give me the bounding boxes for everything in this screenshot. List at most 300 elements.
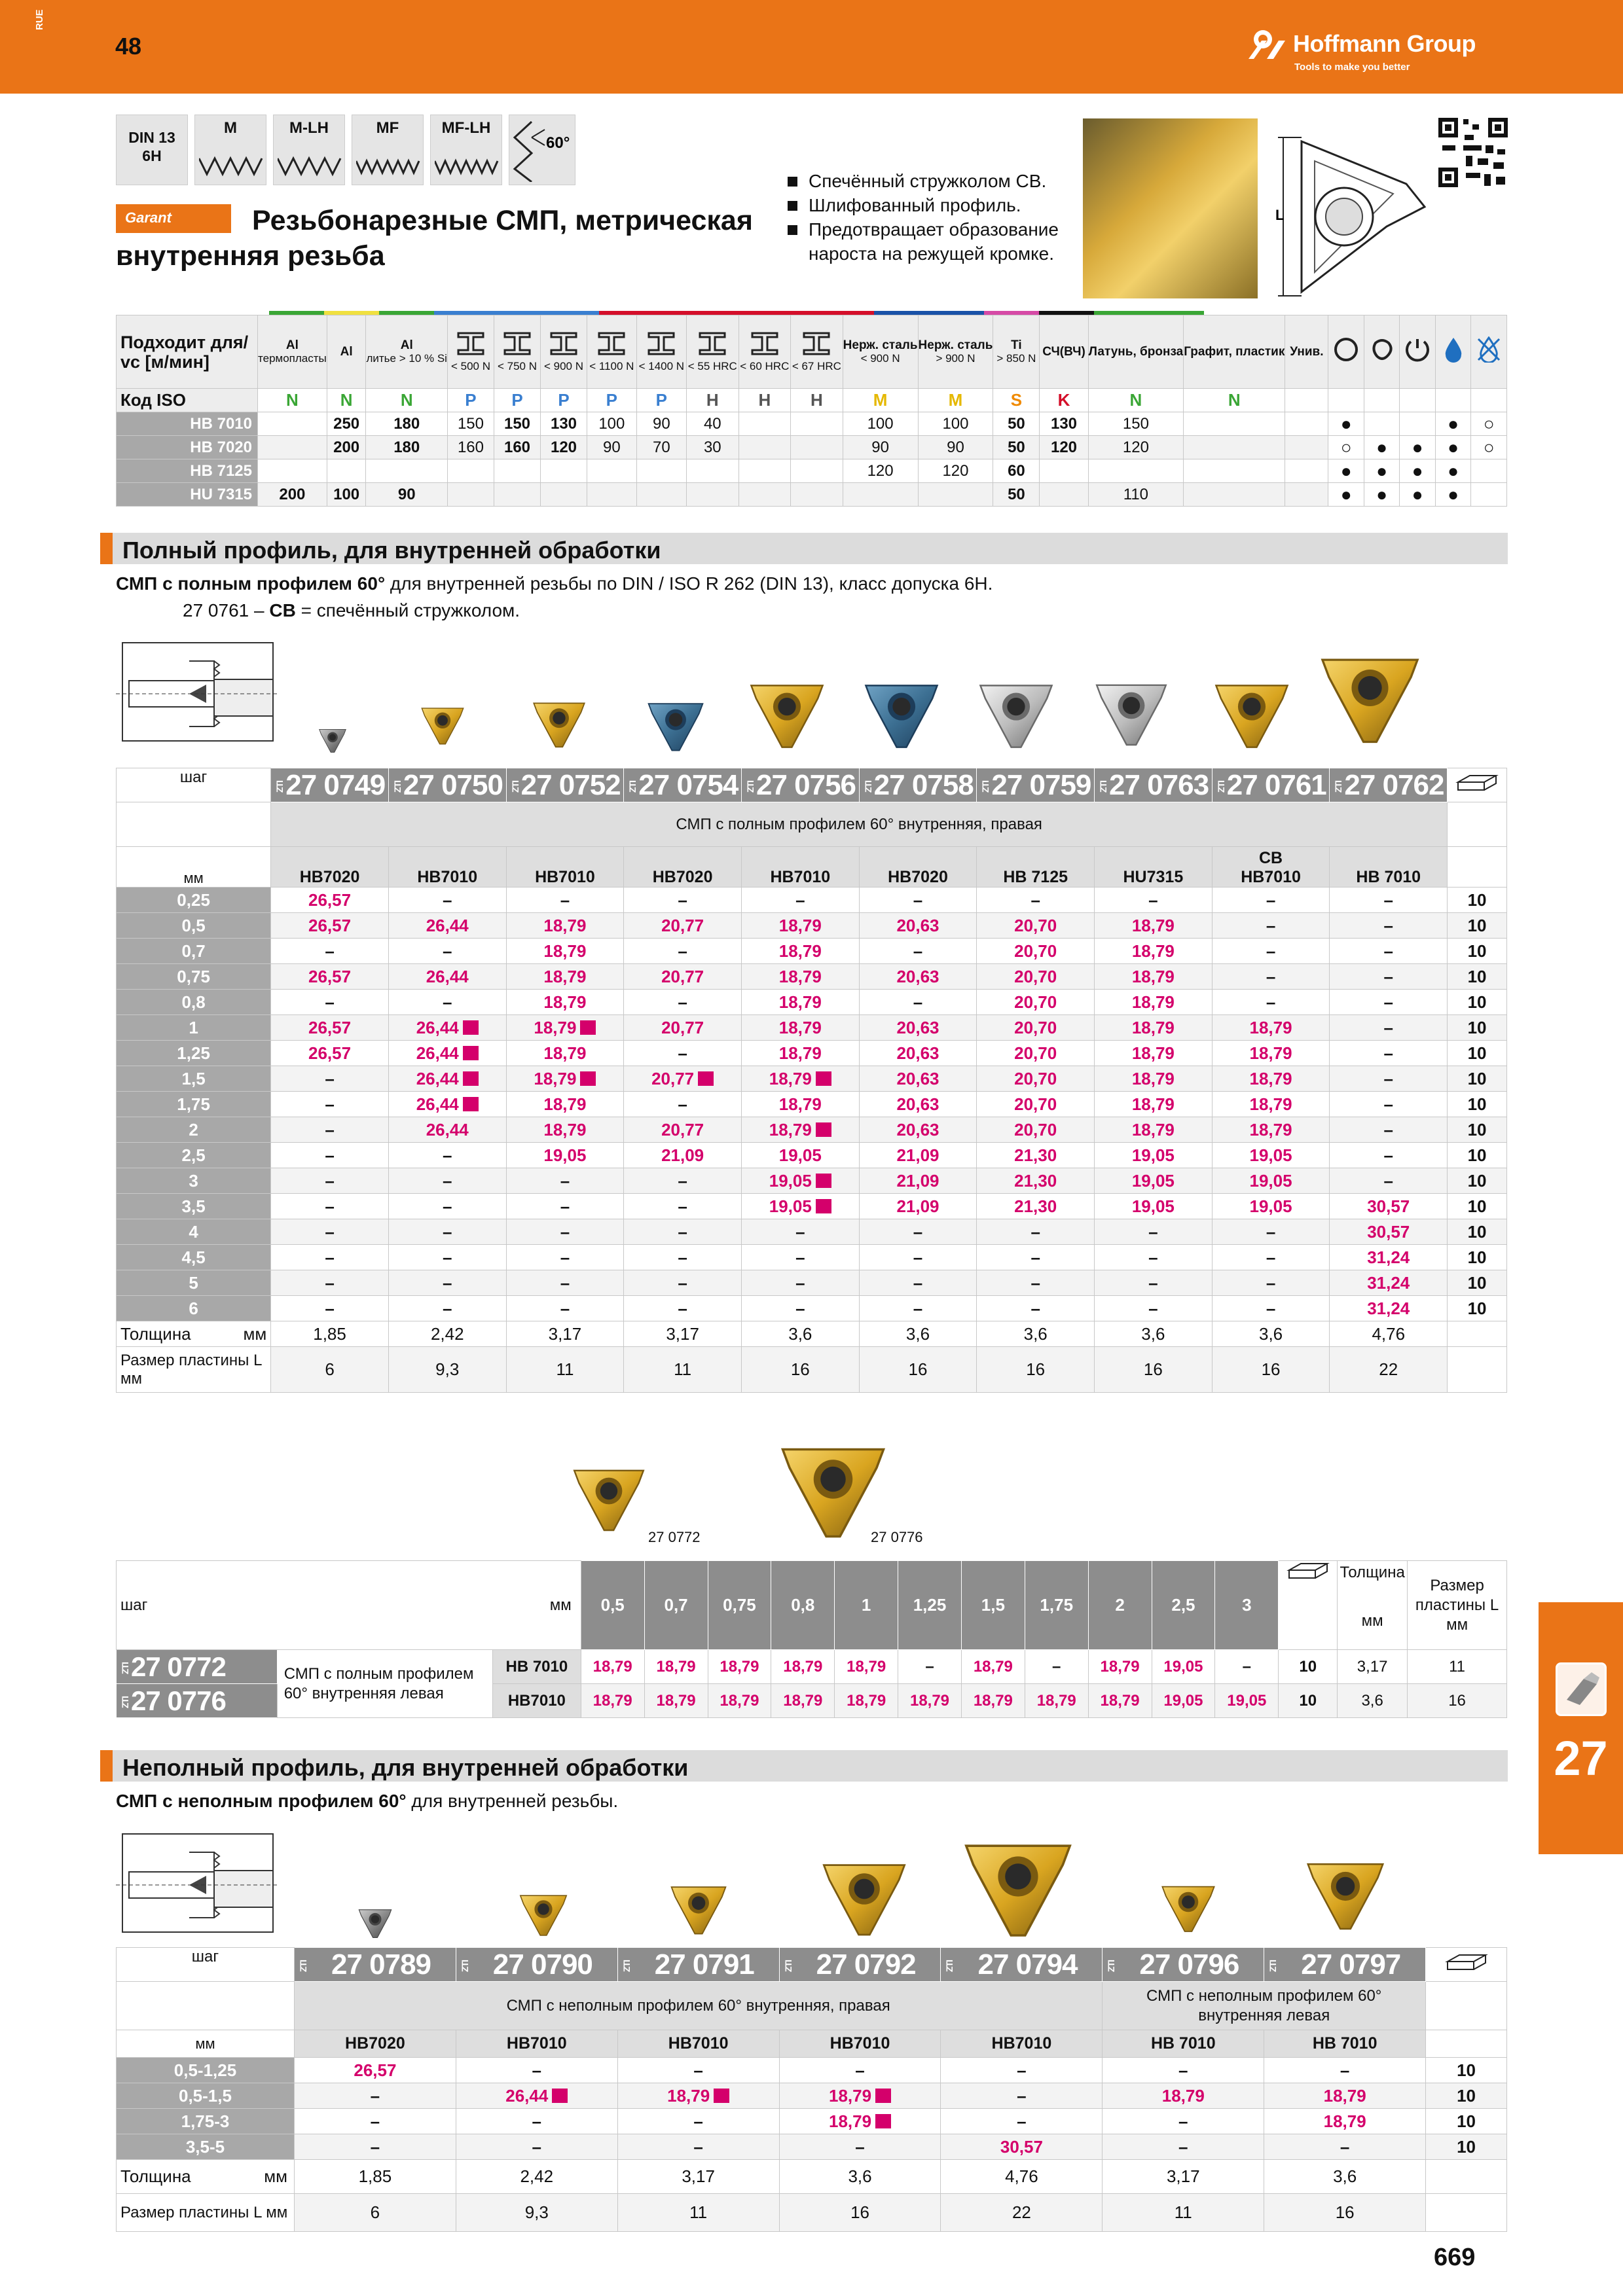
price-cell bbox=[1095, 1194, 1213, 1219]
price-cell bbox=[741, 1015, 859, 1041]
blank-cell bbox=[1448, 1347, 1507, 1393]
price-value: 18,79 bbox=[847, 1691, 886, 1710]
cutting-speed bbox=[258, 412, 327, 436]
price-cell bbox=[1330, 964, 1448, 990]
article-number-header bbox=[117, 1684, 278, 1718]
pitch-row bbox=[117, 1092, 1507, 1117]
iso-code: S bbox=[993, 389, 1040, 412]
no-coolant-icon bbox=[1471, 315, 1507, 389]
step-label: шаг bbox=[117, 1948, 295, 1982]
steel-beam-icon bbox=[456, 331, 486, 357]
thickness-value: 4,76 bbox=[941, 2160, 1103, 2194]
price-value: 18,79 bbox=[847, 1657, 886, 1676]
price-cell bbox=[271, 913, 389, 939]
steel-beam-icon bbox=[541, 331, 587, 360]
price-cell bbox=[859, 1092, 977, 1117]
price-value: 18,79 bbox=[909, 1691, 950, 1710]
cutting-speed bbox=[587, 483, 637, 507]
pack-qty: 10 bbox=[1448, 1219, 1507, 1245]
price-value: 19,05 bbox=[1249, 1170, 1292, 1191]
material-detail: литье > 10 % Si bbox=[366, 351, 447, 365]
price-value: 18,79 bbox=[1131, 1017, 1175, 1037]
price-cell bbox=[624, 1015, 742, 1041]
article-number: 27 0797 bbox=[1301, 1948, 1401, 1981]
full-profile-price-table bbox=[116, 768, 1507, 1393]
iso-label: Код ISO bbox=[117, 389, 258, 412]
price-value: 18,79 bbox=[543, 1094, 587, 1114]
iso-code: M bbox=[843, 389, 918, 412]
price-value: 19,05 bbox=[778, 1145, 822, 1165]
price-value: – bbox=[532, 2060, 542, 2080]
price-value: – bbox=[1266, 941, 1276, 961]
price-value: – bbox=[1030, 1221, 1040, 1242]
pitch-value: 0,25 bbox=[117, 888, 271, 913]
price-value: – bbox=[1266, 1272, 1276, 1293]
blank-cell bbox=[117, 802, 271, 847]
cutting-speed bbox=[1184, 459, 1285, 483]
price-value: – bbox=[370, 2136, 380, 2157]
price-value: 18,79 bbox=[543, 941, 587, 961]
chapter-side-tab[interactable] bbox=[1539, 1602, 1623, 1854]
compressed-air-icon bbox=[1400, 315, 1435, 389]
thickness-text: Толщина bbox=[1340, 1564, 1405, 1581]
price-value: 20,70 bbox=[1014, 915, 1057, 935]
insert-size-value: 6 bbox=[271, 1347, 389, 1393]
price-cell bbox=[617, 2083, 779, 2109]
stock-marker-icon bbox=[463, 1046, 479, 1060]
price-cell bbox=[1095, 1245, 1213, 1270]
price-cell bbox=[624, 939, 742, 964]
thread-profile-icon bbox=[356, 153, 420, 179]
cutting-speed bbox=[1184, 412, 1285, 436]
price-cell bbox=[271, 1092, 389, 1117]
article-prefix: ZTI bbox=[1333, 780, 1344, 793]
price-value: – bbox=[443, 1221, 452, 1242]
price-value: – bbox=[1148, 889, 1158, 910]
pack-qty-icon bbox=[1426, 1948, 1507, 1982]
coolant-suitability-mark: ● bbox=[1435, 412, 1470, 436]
iso-code: H bbox=[687, 389, 739, 412]
coolant-suitability-mark bbox=[1364, 412, 1399, 436]
price-value: 19,05 bbox=[769, 1196, 812, 1216]
material-column-header bbox=[327, 315, 366, 389]
price-value: – bbox=[443, 1247, 452, 1267]
thickness-text: Толщина bbox=[120, 2166, 191, 2186]
price-value: 20,63 bbox=[896, 1119, 939, 1139]
insert-photo bbox=[1159, 1878, 1218, 1937]
cutting-speed bbox=[791, 459, 843, 483]
price-cell bbox=[977, 888, 1095, 913]
cutting-speed: 130 bbox=[541, 412, 587, 436]
material-column-header bbox=[447, 315, 494, 389]
price-value: 18,79 bbox=[1249, 1068, 1292, 1088]
price-value: 19,05 bbox=[1163, 1657, 1203, 1676]
language-tag: RUE bbox=[34, 9, 45, 30]
pitch-row bbox=[117, 1194, 1507, 1219]
price-cell bbox=[506, 1143, 624, 1168]
price-cell bbox=[1095, 1066, 1213, 1092]
price-value: – bbox=[532, 2136, 542, 2157]
price-cell bbox=[624, 1143, 742, 1168]
price-value: 20,70 bbox=[1014, 1017, 1057, 1037]
pack-qty: 10 bbox=[1448, 1066, 1507, 1092]
pitch-value: 4 bbox=[117, 1219, 271, 1245]
price-cell bbox=[506, 1015, 624, 1041]
pitch-value: 2 bbox=[117, 1117, 271, 1143]
price-cell bbox=[977, 1041, 1095, 1066]
section-header-full-profile: Полный профиль, для внутренней обработки bbox=[100, 533, 1508, 564]
pack-qty-icon bbox=[1448, 768, 1507, 802]
insert-size-value: 16 bbox=[1212, 1347, 1330, 1393]
price-cell bbox=[977, 1194, 1095, 1219]
insert-closeup-photo bbox=[1083, 118, 1258, 298]
steel-beam-icon bbox=[646, 331, 676, 357]
price-value: – bbox=[913, 1298, 923, 1318]
article-prefix: ZTI bbox=[297, 1960, 308, 1972]
insert-size-value: 11 bbox=[617, 2194, 779, 2232]
price-cell bbox=[617, 2134, 779, 2160]
grade-name: HB7010 bbox=[1241, 868, 1301, 886]
price-cell bbox=[506, 939, 624, 964]
insert-size-label: Размер пластины L мм bbox=[117, 1347, 271, 1393]
thickness-row bbox=[117, 2160, 1507, 2194]
coolant-suitability-mark: ● bbox=[1400, 436, 1435, 459]
price-value: 20,70 bbox=[1014, 966, 1057, 986]
price-cell bbox=[1330, 888, 1448, 913]
unit-label: мм bbox=[117, 2030, 295, 2058]
grade-header bbox=[1212, 847, 1330, 888]
price-value: 18,79 bbox=[828, 2111, 872, 2131]
price-cell bbox=[1330, 1270, 1448, 1296]
price-cell bbox=[961, 1650, 1025, 1684]
price-cell bbox=[1264, 2134, 1426, 2160]
price-cell bbox=[388, 913, 506, 939]
pitch-value: 1,5 bbox=[117, 1066, 271, 1092]
price-cell bbox=[741, 1066, 859, 1092]
iso-code: P bbox=[587, 389, 637, 412]
thickness-value: 1,85 bbox=[294, 2160, 456, 2194]
price-value: 18,79 bbox=[1249, 1043, 1292, 1063]
thread-profile-icon bbox=[199, 153, 263, 179]
price-cell bbox=[1212, 1092, 1330, 1117]
price-value: 26,44 bbox=[416, 1043, 459, 1063]
price-value: – bbox=[1148, 1221, 1158, 1242]
cutting-speed: 150 bbox=[447, 412, 494, 436]
pitch-header: 0,8 bbox=[771, 1561, 835, 1650]
price-value: – bbox=[913, 1272, 923, 1293]
insert-photo bbox=[818, 1852, 910, 1944]
description-row bbox=[117, 802, 1507, 847]
price-cell bbox=[388, 1015, 506, 1041]
price-cell bbox=[581, 1650, 644, 1684]
cutting-speed bbox=[1285, 483, 1328, 507]
material-column-header bbox=[494, 315, 540, 389]
price-cell bbox=[977, 913, 1095, 939]
cutting-speed: 100 bbox=[918, 412, 993, 436]
pack-qty: 10 bbox=[1448, 1092, 1507, 1117]
price-value: 18,79 bbox=[1131, 992, 1175, 1012]
thickness-label bbox=[117, 2160, 295, 2194]
stock-marker-icon bbox=[463, 1097, 479, 1111]
price-cell bbox=[741, 1245, 859, 1270]
price-value: – bbox=[560, 1272, 570, 1293]
price-cell bbox=[859, 1270, 977, 1296]
article-number-header bbox=[941, 1948, 1103, 1982]
price-value: 20,77 bbox=[661, 966, 704, 986]
price-value: 18,79 bbox=[778, 941, 822, 961]
price-cell bbox=[1212, 1015, 1330, 1041]
pitch-value: 0,8 bbox=[117, 990, 271, 1015]
cutting-speed: 200 bbox=[258, 483, 327, 507]
grade-row bbox=[117, 2030, 1507, 2058]
price-cell bbox=[624, 1270, 742, 1296]
price-cell bbox=[708, 1650, 771, 1684]
price-cell bbox=[1330, 939, 1448, 964]
price-value: 21,30 bbox=[1014, 1170, 1057, 1191]
price-cell bbox=[771, 1684, 835, 1718]
price-value: 18,79 bbox=[720, 1691, 759, 1710]
blank-cell bbox=[1426, 2160, 1507, 2194]
section-header-partial-profile: Неполный профиль, для внутренней обработки bbox=[100, 1750, 1508, 1782]
cutting-speed: 180 bbox=[366, 412, 447, 436]
price-cell bbox=[741, 1296, 859, 1321]
price-cell bbox=[1152, 1684, 1215, 1718]
insert-photo bbox=[746, 674, 828, 755]
price-value: – bbox=[443, 941, 452, 961]
price-value: 20,63 bbox=[896, 966, 939, 986]
coolant-suitability-mark: ● bbox=[1400, 483, 1435, 507]
price-cell bbox=[1330, 1092, 1448, 1117]
steel-beam-icon bbox=[448, 331, 494, 360]
pack-qty: 10 bbox=[1448, 1168, 1507, 1194]
garant-brand-badge: Garant bbox=[116, 204, 231, 233]
grade-row bbox=[117, 436, 1507, 459]
insert-size-value: 11 bbox=[624, 1347, 742, 1393]
insert-photo bbox=[318, 725, 348, 755]
material-name: СЧ(ВЧ) bbox=[1042, 344, 1085, 359]
metric-thread-badge: M bbox=[194, 115, 266, 185]
price-cell bbox=[1103, 2058, 1264, 2083]
price-cell bbox=[1330, 1041, 1448, 1066]
cutting-speed bbox=[1285, 459, 1328, 483]
insert-size-value: 6 bbox=[294, 2194, 456, 2232]
price-cell bbox=[271, 1015, 389, 1041]
pack-qty: 10 bbox=[1426, 2058, 1507, 2083]
pitch-header: 0,7 bbox=[644, 1561, 708, 1650]
cutting-speed bbox=[494, 459, 540, 483]
price-cell bbox=[1095, 1117, 1213, 1143]
price-cell bbox=[741, 1194, 859, 1219]
insert-description: СМП с полным профилем 60° внутренняя левая bbox=[277, 1650, 492, 1718]
cutting-speed bbox=[587, 459, 637, 483]
price-cell bbox=[388, 964, 506, 990]
pitch-value: 3,5 bbox=[117, 1194, 271, 1219]
insert-size-value: 16 bbox=[1408, 1684, 1507, 1718]
cutting-speed: 250 bbox=[327, 412, 366, 436]
pack-qty: 10 bbox=[1279, 1650, 1338, 1684]
coolant-suitability-mark: ● bbox=[1364, 483, 1399, 507]
thickness-value: 3,6 bbox=[741, 1321, 859, 1347]
price-value: 18,79 bbox=[593, 1657, 632, 1676]
price-value: 20,63 bbox=[896, 1094, 939, 1114]
pitch-row bbox=[117, 913, 1507, 939]
price-value: – bbox=[560, 889, 570, 910]
bullet-item: Предотвращает образование bbox=[788, 217, 1059, 242]
price-value: – bbox=[1017, 2085, 1027, 2106]
iso-code: N bbox=[1184, 389, 1285, 412]
article-number: 27 0792 bbox=[816, 1948, 916, 1981]
cutting-speed bbox=[1285, 412, 1328, 436]
svg-text:L: L bbox=[1275, 207, 1285, 223]
price-value: 18,79 bbox=[1323, 2111, 1366, 2131]
material-column-header bbox=[687, 315, 739, 389]
grade-header bbox=[741, 847, 859, 888]
price-value: 31,24 bbox=[1367, 1298, 1410, 1318]
thread-profile-icon bbox=[435, 153, 499, 179]
article-prefix: ZTI bbox=[1106, 1960, 1117, 1972]
steel-beam-icon bbox=[697, 331, 727, 357]
left-insert-row bbox=[117, 1650, 1507, 1684]
left-hand-price-table bbox=[116, 1560, 1507, 1718]
price-value: 18,79 bbox=[783, 1691, 823, 1710]
price-cell bbox=[624, 913, 742, 939]
insert-photo bbox=[357, 1905, 393, 1941]
price-value: 21,09 bbox=[661, 1145, 704, 1165]
pack-qty: 10 bbox=[1426, 2109, 1507, 2134]
insert-photo bbox=[1316, 645, 1424, 753]
price-value: – bbox=[1266, 889, 1276, 910]
material-column-header bbox=[1088, 315, 1184, 389]
price-value: – bbox=[1383, 1017, 1393, 1037]
din13-6h-badge: DIN 13 6H bbox=[116, 115, 188, 185]
price-cell bbox=[741, 939, 859, 964]
price-value: 18,79 bbox=[1249, 1119, 1292, 1139]
price-value: – bbox=[443, 1170, 452, 1191]
insert-size-value: 16 bbox=[859, 1347, 977, 1393]
cutting-speed: 90 bbox=[636, 412, 686, 436]
price-value: 18,79 bbox=[543, 992, 587, 1012]
thickness-value: 3,6 bbox=[1095, 1321, 1213, 1347]
coolant-suitability-mark: ● bbox=[1364, 459, 1399, 483]
grade-header bbox=[624, 847, 742, 888]
price-cell bbox=[977, 1296, 1095, 1321]
iso-code: N bbox=[327, 389, 366, 412]
price-cell bbox=[506, 1245, 624, 1270]
price-cell bbox=[506, 990, 624, 1015]
price-value: 18,79 bbox=[778, 992, 822, 1012]
price-cell bbox=[388, 990, 506, 1015]
material-name: Нерж. сталь bbox=[918, 338, 993, 352]
material-column-header bbox=[258, 315, 327, 389]
grade-name: HB 7020 bbox=[117, 436, 258, 459]
price-cell bbox=[1212, 939, 1330, 964]
price-cell bbox=[506, 888, 624, 913]
price-value: 20,63 bbox=[896, 1068, 939, 1088]
article-number: 27 0796 bbox=[1139, 1948, 1239, 1981]
cutting-speed: 50 bbox=[993, 412, 1040, 436]
article-prefix: ZTI bbox=[459, 1960, 470, 1972]
price-cell bbox=[741, 1168, 859, 1194]
metric-fine-left-thread-badge: MF-LH bbox=[430, 115, 502, 185]
cutting-speed bbox=[739, 412, 791, 436]
price-cell bbox=[1215, 1650, 1279, 1684]
price-cell bbox=[859, 939, 977, 964]
price-value: – bbox=[443, 1298, 452, 1318]
price-value: 20,77 bbox=[651, 1068, 695, 1088]
cutting-speed bbox=[1184, 436, 1285, 459]
pitch-header: 1,75 bbox=[1025, 1561, 1088, 1650]
article-number: 27 0776 bbox=[131, 1685, 226, 1716]
price-value: – bbox=[1383, 1170, 1393, 1191]
steel-beam-icon bbox=[494, 331, 540, 360]
insert-photo bbox=[861, 674, 942, 755]
page-number: 669 bbox=[1434, 2244, 1476, 2271]
price-value: 18,79 bbox=[667, 2085, 710, 2106]
price-cell bbox=[859, 964, 977, 990]
price-cell bbox=[1095, 913, 1213, 939]
price-cell bbox=[1095, 1092, 1213, 1117]
cutting-speed: 30 bbox=[687, 436, 739, 459]
insert-size-value: 9,3 bbox=[456, 2194, 617, 2232]
price-cell bbox=[741, 1143, 859, 1168]
price-cell bbox=[1212, 1117, 1330, 1143]
article-number: 27 0794 bbox=[977, 1948, 1078, 1981]
insert-photo bbox=[1092, 674, 1171, 753]
material-detail: < 900 N bbox=[860, 351, 900, 365]
price-cell bbox=[708, 1684, 771, 1718]
price-value: 18,79 bbox=[1131, 1068, 1175, 1088]
coolant-suitability-mark: ● bbox=[1435, 459, 1470, 483]
price-cell bbox=[271, 1270, 389, 1296]
price-value: – bbox=[1383, 1068, 1393, 1088]
price-cell bbox=[771, 1650, 835, 1684]
price-cell bbox=[388, 888, 506, 913]
article-number: 27 0750 bbox=[403, 768, 503, 801]
article-number-header bbox=[1330, 768, 1448, 802]
price-cell bbox=[1088, 1684, 1152, 1718]
price-cell bbox=[271, 1219, 389, 1245]
threading-chapter-icon bbox=[1556, 1662, 1607, 1716]
price-value: 18,79 bbox=[1131, 1094, 1175, 1114]
svg-text:60°: 60° bbox=[546, 134, 570, 152]
grade-name: HB7010 bbox=[770, 868, 831, 886]
price-value: 18,79 bbox=[778, 1094, 822, 1114]
material-column-header bbox=[1184, 315, 1285, 389]
grade-name: HB7010 bbox=[535, 868, 595, 886]
material-name: Унив. bbox=[1290, 344, 1324, 359]
price-cell bbox=[977, 1117, 1095, 1143]
price-cell bbox=[506, 913, 624, 939]
pitch-value: 6 bbox=[117, 1296, 271, 1321]
pitch-row bbox=[117, 1219, 1507, 1245]
price-cell bbox=[1264, 2083, 1426, 2109]
insert-description-left: СМП с неполным профилем 60° внутренняя левая bbox=[1103, 1982, 1426, 2030]
insert-photo bbox=[976, 674, 1057, 755]
price-value: 21,30 bbox=[1014, 1145, 1057, 1165]
iso-code: N bbox=[258, 389, 327, 412]
grade-name: HB 7010 bbox=[1356, 868, 1421, 886]
coolant-suitability-mark: ● bbox=[1328, 412, 1364, 436]
price-cell bbox=[1212, 1041, 1330, 1066]
qr-code bbox=[1437, 117, 1509, 188]
price-cell bbox=[1330, 1066, 1448, 1092]
price-value: – bbox=[560, 1221, 570, 1242]
article-prefix: ZTI bbox=[1215, 780, 1226, 793]
price-cell bbox=[977, 964, 1095, 990]
cutting-speed: 60 bbox=[993, 459, 1040, 483]
price-value: 18,79 bbox=[593, 1691, 632, 1710]
pitch-row bbox=[117, 1117, 1507, 1143]
